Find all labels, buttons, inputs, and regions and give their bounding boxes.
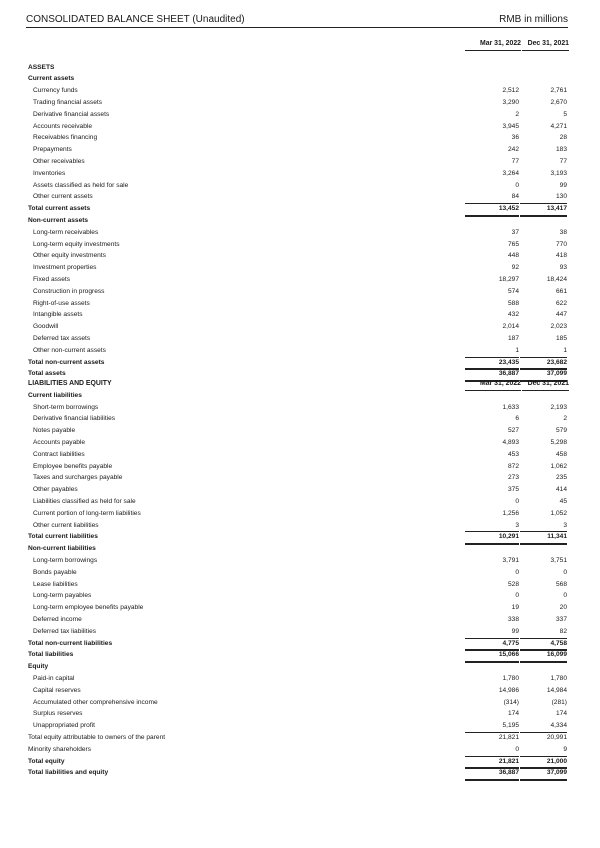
row-label: Contract liabilities [33, 450, 85, 458]
table-row [28, 673, 568, 685]
value-mar-2022: 187 [507, 334, 519, 342]
value-mar-2022: 453 [507, 450, 519, 458]
value-dec-2021: 2,670 [550, 98, 567, 106]
value-mar-2022: 19 [511, 604, 519, 612]
row-label: Trading financial assets [33, 98, 103, 106]
row-label: Deferred income [33, 615, 82, 623]
value-dec-2021: 0 [563, 592, 567, 600]
value-mar-2022: 765 [507, 240, 519, 248]
row-label: Currency funds [33, 87, 78, 95]
value-dec-2021: 174 [555, 710, 567, 718]
row-label: Paid-in capital [33, 674, 75, 682]
table-row [28, 309, 568, 321]
value-mar-2022: 36,887 [465, 368, 519, 382]
table-row [28, 685, 568, 697]
table-row [28, 531, 568, 543]
table-row [28, 626, 568, 638]
row-label: Total current liabilities [28, 533, 98, 541]
row-label: Equity [28, 663, 49, 671]
value-dec-2021: 18,424 [546, 275, 567, 283]
value-mar-2022: 0 [515, 592, 519, 600]
value-mar-2022: 1,256 [502, 509, 519, 517]
units-label: RMB in millions [499, 14, 568, 25]
value-dec-2021: 5,298 [550, 438, 567, 446]
value-dec-2021: 99 [559, 181, 567, 189]
table-row [28, 227, 568, 239]
row-label: Notes payable [33, 427, 76, 435]
value-dec-2021: 622 [555, 299, 567, 307]
table-row [28, 508, 568, 520]
value-dec-2021: 458 [555, 450, 567, 458]
row-label: Other current liabilities [33, 521, 99, 529]
value-dec-2021: 3 [520, 520, 567, 533]
value-mar-2022: 21,821 [498, 733, 519, 741]
row-label: Current assets [28, 75, 75, 83]
value-mar-2022: 6 [515, 415, 519, 423]
value-dec-2021: 1,062 [550, 462, 567, 470]
value-mar-2022: 448 [507, 252, 519, 260]
table-row [28, 425, 568, 437]
value-mar-2022: 84 [465, 191, 519, 204]
row-label: Construction in progress [33, 287, 105, 295]
row-label: Total equity [28, 757, 65, 765]
table-row [28, 744, 568, 756]
value-mar-2022: 527 [507, 427, 519, 435]
value-dec-2021: 3,193 [550, 169, 567, 177]
table-row [28, 543, 568, 555]
table-row [28, 286, 568, 298]
value-dec-2021: 130 [520, 191, 567, 204]
value-mar-2022: 0 [465, 744, 519, 757]
value-dec-2021: 4,758 [520, 638, 567, 652]
row-label: Other payables [33, 486, 78, 494]
value-dec-2021: 2,023 [550, 323, 567, 331]
value-dec-2021: 0 [563, 568, 567, 576]
table-row [28, 345, 568, 357]
value-mar-2022: 92 [511, 264, 519, 272]
row-label: Other equity investments [33, 252, 106, 260]
table-row [28, 602, 568, 614]
value-dec-2021: 661 [555, 287, 567, 295]
row-label: Accumulated other comprehensive income [33, 698, 158, 706]
value-mar-2022: 14,986 [498, 686, 519, 694]
value-dec-2021: 20,991 [546, 733, 567, 741]
table-row [28, 191, 568, 203]
value-mar-2022: 174 [507, 710, 519, 718]
value-mar-2022: 3,945 [502, 122, 519, 130]
table-row [28, 378, 568, 390]
table-row [28, 767, 568, 779]
table-row [28, 156, 568, 168]
table-row [28, 496, 568, 508]
row-label: Inventories [33, 169, 66, 177]
table-row [28, 262, 568, 274]
row-label: Unappropriated profit [33, 722, 95, 730]
table-row [28, 484, 568, 496]
table-row [28, 402, 568, 414]
row-label: Taxes and surcharges payable [33, 474, 123, 482]
table-row [28, 109, 568, 121]
row-label: ASSETS [28, 63, 55, 71]
table-row [28, 38, 568, 50]
table-row [28, 180, 568, 192]
value-mar-2022: 23,435 [465, 357, 519, 371]
value-dec-2021: 45 [559, 497, 567, 505]
value-mar-2022: 2 [515, 110, 519, 118]
table-row [28, 132, 568, 144]
value-mar-2022: 36 [511, 134, 519, 142]
value-dec-2021: 16,099 [520, 649, 567, 663]
value-dec-2021: 1,780 [550, 674, 567, 682]
table-row [28, 720, 568, 732]
value-mar-2022: 872 [507, 462, 519, 470]
table-row [28, 85, 568, 97]
liabilities-equity-table [28, 378, 568, 779]
table-row [28, 250, 568, 262]
table-row [28, 239, 568, 251]
value-mar-2022: 36,887 [465, 767, 519, 781]
value-dec-2021: (281) [551, 698, 567, 706]
table-row [28, 215, 568, 227]
value-dec-2021: 21,000 [520, 756, 567, 770]
table-row [28, 413, 568, 425]
row-label: Deferred tax liabilities [33, 627, 97, 635]
table-row [28, 661, 568, 673]
value-dec-2021: 37,099 [520, 767, 567, 781]
row-label: Prepayments [33, 146, 72, 154]
value-dec-2021: 2 [563, 415, 567, 423]
value-dec-2021: 414 [555, 486, 567, 494]
row-label: Fixed assets [33, 275, 71, 283]
value-mar-2022: 0 [515, 568, 519, 576]
table-row [28, 472, 568, 484]
row-label: Long-term borrowings [33, 556, 98, 564]
row-label: Current liabilities [28, 391, 82, 399]
value-mar-2022: 2,014 [502, 323, 519, 331]
value-dec-2021: Dec 31, 2021 [522, 378, 569, 391]
value-mar-2022: 13,452 [465, 203, 519, 217]
row-label: Employee benefits payable [33, 462, 113, 470]
value-dec-2021: 337 [555, 615, 567, 623]
value-mar-2022: 4,893 [502, 438, 519, 446]
row-label: Other receivables [33, 157, 85, 165]
value-mar-2022: 375 [507, 486, 519, 494]
table-row [28, 555, 568, 567]
value-mar-2022: 18,297 [498, 275, 519, 283]
value-dec-2021: 13,417 [520, 203, 567, 217]
value-dec-2021: 447 [555, 311, 567, 319]
row-label: Derivative financial assets [33, 110, 110, 118]
value-mar-2022: 2,512 [502, 87, 519, 95]
value-dec-2021: 11,341 [520, 531, 567, 545]
row-label: Total equity attributable to owners of the parent [28, 733, 166, 741]
value-dec-2021: 4,271 [550, 122, 567, 130]
table-row [28, 357, 568, 369]
row-label: Long-term payables [33, 592, 92, 600]
value-dec-2021: 9 [520, 744, 567, 757]
table-row [28, 168, 568, 180]
table-row [28, 449, 568, 461]
row-label: Receivables financing [33, 134, 98, 142]
row-label: Derivative financial liabilities [33, 415, 116, 423]
row-label: Surplus reserves [33, 710, 83, 718]
row-label: Non-current assets [28, 216, 89, 224]
value-mar-2022: (314) [503, 698, 519, 706]
value-mar-2022: 432 [507, 311, 519, 319]
value-mar-2022: 528 [507, 580, 519, 588]
table-row [28, 638, 568, 650]
table-row [28, 590, 568, 602]
table-row [28, 614, 568, 626]
value-mar-2022: 0 [515, 181, 519, 189]
value-dec-2021: 568 [555, 580, 567, 588]
table-row [28, 649, 568, 661]
table-row [28, 437, 568, 449]
value-mar-2022: 0 [515, 497, 519, 505]
value-mar-2022: 15,066 [465, 649, 519, 663]
row-label: Long-term employee benefits payable [33, 604, 144, 612]
row-label: Assets classified as held for sale [33, 181, 129, 189]
page-title: CONSOLIDATED BALANCE SHEET (Unaudited) [26, 14, 245, 25]
value-mar-2022: 1,633 [502, 403, 519, 411]
assets-table [28, 38, 568, 380]
table-row [28, 520, 568, 532]
row-label: Other current assets [33, 193, 93, 201]
value-dec-2021: 185 [555, 334, 567, 342]
value-mar-2022: 1,780 [502, 674, 519, 682]
value-dec-2021: 5 [563, 110, 567, 118]
value-mar-2022: 574 [507, 287, 519, 295]
row-label: Intangible assets [33, 311, 83, 319]
table-row [28, 321, 568, 333]
value-dec-2021: 579 [555, 427, 567, 435]
value-mar-2022: 3 [465, 520, 519, 533]
row-label: Right-of-use assets [33, 299, 90, 307]
row-label: Investment properties [33, 264, 97, 272]
row-label: Deferred tax assets [33, 334, 91, 342]
table-row [28, 567, 568, 579]
value-mar-2022: 77 [511, 157, 519, 165]
value-dec-2021: 418 [555, 252, 567, 260]
value-dec-2021: 38 [559, 228, 567, 236]
table-row [28, 579, 568, 591]
table-row [28, 697, 568, 709]
table-row [28, 144, 568, 156]
table-row [28, 732, 568, 744]
row-label: Total non-current assets [28, 358, 105, 366]
value-dec-2021: 1,052 [550, 509, 567, 517]
value-mar-2022: 5,195 [465, 720, 519, 733]
table-row [28, 756, 568, 768]
value-dec-2021: 23,682 [520, 357, 567, 371]
value-dec-2021: 93 [559, 264, 567, 272]
row-label: Lease liabilities [33, 580, 78, 588]
value-dec-2021: 28 [559, 134, 567, 142]
table-row [28, 121, 568, 133]
row-label: Other non-current assets [33, 346, 106, 354]
value-mar-2022: 588 [507, 299, 519, 307]
row-label: Goodwill [33, 323, 59, 331]
table-row [28, 50, 568, 62]
value-dec-2021: 1 [520, 345, 567, 358]
table-row [28, 203, 568, 215]
value-dec-2021: 77 [559, 157, 567, 165]
row-label: Long-term equity investments [33, 240, 120, 248]
value-dec-2021: 2,761 [550, 87, 567, 95]
value-mar-2022: Mar 31, 2022 [465, 378, 521, 391]
value-dec-2021: Dec 31, 2021 [522, 38, 569, 51]
table-row [28, 298, 568, 310]
value-mar-2022: 242 [507, 146, 519, 154]
value-dec-2021: 183 [555, 146, 567, 154]
row-label: Liabilities classified as held for sale [33, 497, 136, 505]
row-label: Accounts receivable [33, 122, 93, 130]
table-row [28, 73, 568, 85]
table-row [28, 390, 568, 402]
value-mar-2022: 3,791 [502, 556, 519, 564]
table-row [28, 97, 568, 109]
value-mar-2022: 1 [465, 345, 519, 358]
row-label: Short-term borrowings [33, 403, 99, 411]
value-dec-2021: 770 [555, 240, 567, 248]
value-mar-2022: 273 [507, 474, 519, 482]
row-label: Non-current liabilities [28, 545, 96, 553]
row-label: Current portion of long-term liabilities [33, 509, 141, 517]
value-mar-2022: 3,264 [502, 169, 519, 177]
row-label: Total liabilities and equity [28, 769, 109, 777]
value-mar-2022: 21,821 [465, 756, 519, 770]
value-dec-2021: 82 [520, 626, 567, 639]
page-header [26, 14, 568, 28]
value-mar-2022: 37 [511, 228, 519, 236]
value-dec-2021: 20 [559, 604, 567, 612]
row-label: LIABILITIES AND EQUITY [28, 380, 112, 387]
table-row [28, 461, 568, 473]
value-dec-2021: 235 [555, 474, 567, 482]
value-mar-2022: 4,775 [465, 638, 519, 652]
value-dec-2021: 2,193 [550, 403, 567, 411]
row-label: Total current assets [28, 205, 91, 213]
value-dec-2021: 37,099 [520, 368, 567, 382]
table-row [28, 274, 568, 286]
row-label: Total non-current liabilities [28, 639, 113, 647]
row-label: Total assets [28, 370, 66, 378]
value-mar-2022: Mar 31, 2022 [465, 38, 521, 51]
row-label: Long-term receivables [33, 228, 99, 236]
value-mar-2022: 10,291 [465, 531, 519, 545]
row-label: Accounts payable [33, 438, 86, 446]
row-label: Capital reserves [33, 686, 81, 694]
value-dec-2021: 14,984 [546, 686, 567, 694]
row-label: Minority shareholders [28, 745, 92, 753]
row-label: Total liabilities [28, 651, 74, 659]
value-dec-2021: 4,334 [520, 720, 567, 733]
value-mar-2022: 338 [507, 615, 519, 623]
row-label: Bonds payable [33, 568, 77, 576]
table-row [28, 708, 568, 720]
value-mar-2022: 99 [465, 626, 519, 639]
table-row [28, 62, 568, 74]
value-mar-2022: 3,290 [502, 98, 519, 106]
value-dec-2021: 3,751 [550, 556, 567, 564]
table-row [28, 333, 568, 345]
